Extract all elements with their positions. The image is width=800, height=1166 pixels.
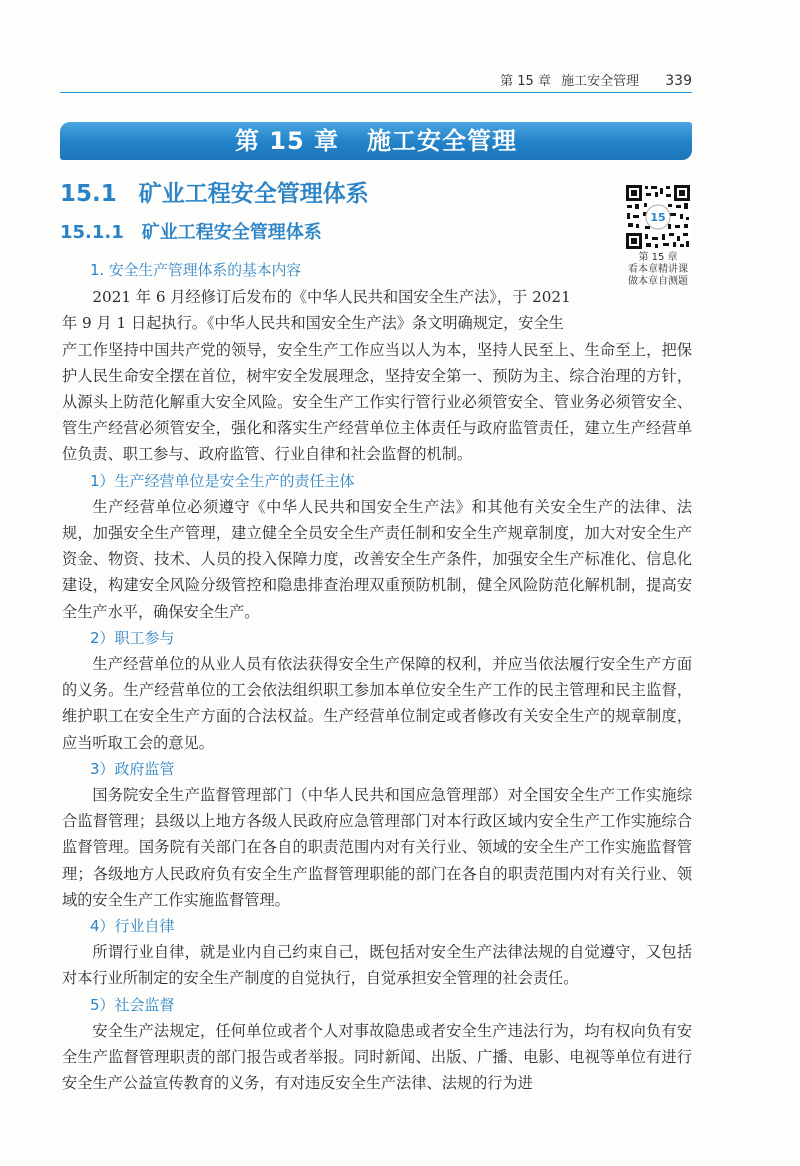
qr-badge-number: 15 [650,211,666,224]
header-chapter: 第 15 章 [500,74,551,89]
intro-line-1: 2021 年 6 月经修订后发布的《中华人民共和国安全生产法》，于 2021 [92,288,571,307]
page-number: 339 [665,73,692,89]
subheading-social-supervision: 5）社会监督 [90,995,175,1014]
heading-basic-content: 1. 安全生产管理体系的基本内容 [90,262,302,279]
section-heading [60,178,369,210]
qr-caption-chapter: 第 15 章 [638,252,678,263]
subheading-government-supervision: 3）政府监管 [90,759,175,778]
subsection-heading [60,220,322,246]
qr-caption-quiz: 做本章自测题 [628,276,688,287]
header-title: 施工安全管理 [561,74,640,89]
paragraph-social-supervision: 安全生产法规定，任何单位或者个人对事故隐患或者安全生产违法行为，均有权向负有安全生产监督管理职责的部门报告或者举报。同时新闻、出版、广播、电影、电视等单位有进行安全生产公益宣传教育的义务，有对违反安全生产法律、法规的行为进 [62,1021,692,1093]
subheading-responsibility-subject: 1）生产经营单位是安全生产的责任主体 [90,471,355,490]
intro-paragraph: 产工作坚持中国共产党的领导，安全生产工作应当以人为本，坚持人民至上、生命至上，把保护人民生命安全摆在首位，树牢安全发展理念，坚持安全第一、预防为主、综合治理的方针，从源头上防范化解重大安全风险。安全生产工作实行管行业必须管安全、管业务必须管安全、管生产经营必须管安全，强化和落实生产经营单位主体责任与政府监管责任，建立生产经营单位负责、职工参与、政府监管、行业自律和社会监督的机制。 [62,340,692,464]
paragraph-employee-participation: 生产经营单位的从业人员有依法获得安全生产保障的权利，并应当依法履行安全生产方面的义务。生产经营单位的工会依法组织职工参加本单位安全生产工作的民主管理和民主监督，维护职工在安全生产方面的合法权益。生产经营单位制定或者修改有关安全生产的规章制度，应当听取工会的意见。 [62,655,692,752]
main-content [62,258,692,1097]
paragraph-industry-self-discipline: 所谓行业自律，就是业内自己约束自己，既包括对安全生产法律法规的自觉遵守，又包括对本行业所制定的安全生产制度的自觉执行，自觉承担安全管理的社会责任。 [62,943,692,988]
intro-line-2: 年 9 月 1 日起执行。《中华人民共和国安全生产法》条文明确规定，安全生 [62,314,564,333]
paragraph-responsibility-subject: 生产经营单位必须遵守《中华人民共和国安全生产法》和其他有关安全生产的法律、法规，加强安全生产管理，建立健全全员安全生产责任制和安全生产规章制度，加大对安全生产资金、物资、技术、人员的投入保障力度，改善安全生产条件，加强安全生产标准化、信息化建设，构建安全风险分级管控和隐患排查治理双重预防机制，健全风险防范化解机制，提高安全生产水平，确保安全生产。 [62,497,692,621]
qr-code-icon[interactable] [625,184,691,250]
subheading-industry-self-discipline: 4）行业自律 [90,917,175,936]
qr-caption-lecture: 看本章精讲课 [628,264,688,275]
header-divider [60,92,692,93]
chapter-title: 施工安全管理 [367,127,518,155]
section-number: 15.1 [60,181,117,207]
chapter-number: 第 15 章 [234,127,340,155]
chapter-banner [60,122,692,160]
paragraph-government-supervision: 国务院安全生产监督管理部门（中华人民共和国应急管理部）对全国安全生产工作实施综合监督管理；县级以上地方各级人民政府应急管理部门对本行政区域内安全生产工作实施综合监督管理。国务院有关部门在各自的职责范围内对有关行业、领域的安全生产工作实施监督管理；各级地方人民政府负有安全生产监督管理职能的部门在各自的职责范围内对有关行业、领域的安全生产工作实施监督管理。 [62,786,692,909]
section-title: 矿业工程安全管理体系 [138,181,369,207]
running-header [60,70,692,92]
subsection-number: 15.1.1 [60,222,124,243]
subsection-title: 矿业工程安全管理体系 [141,222,322,243]
subheading-employee-participation: 2）职工参与 [90,628,175,647]
